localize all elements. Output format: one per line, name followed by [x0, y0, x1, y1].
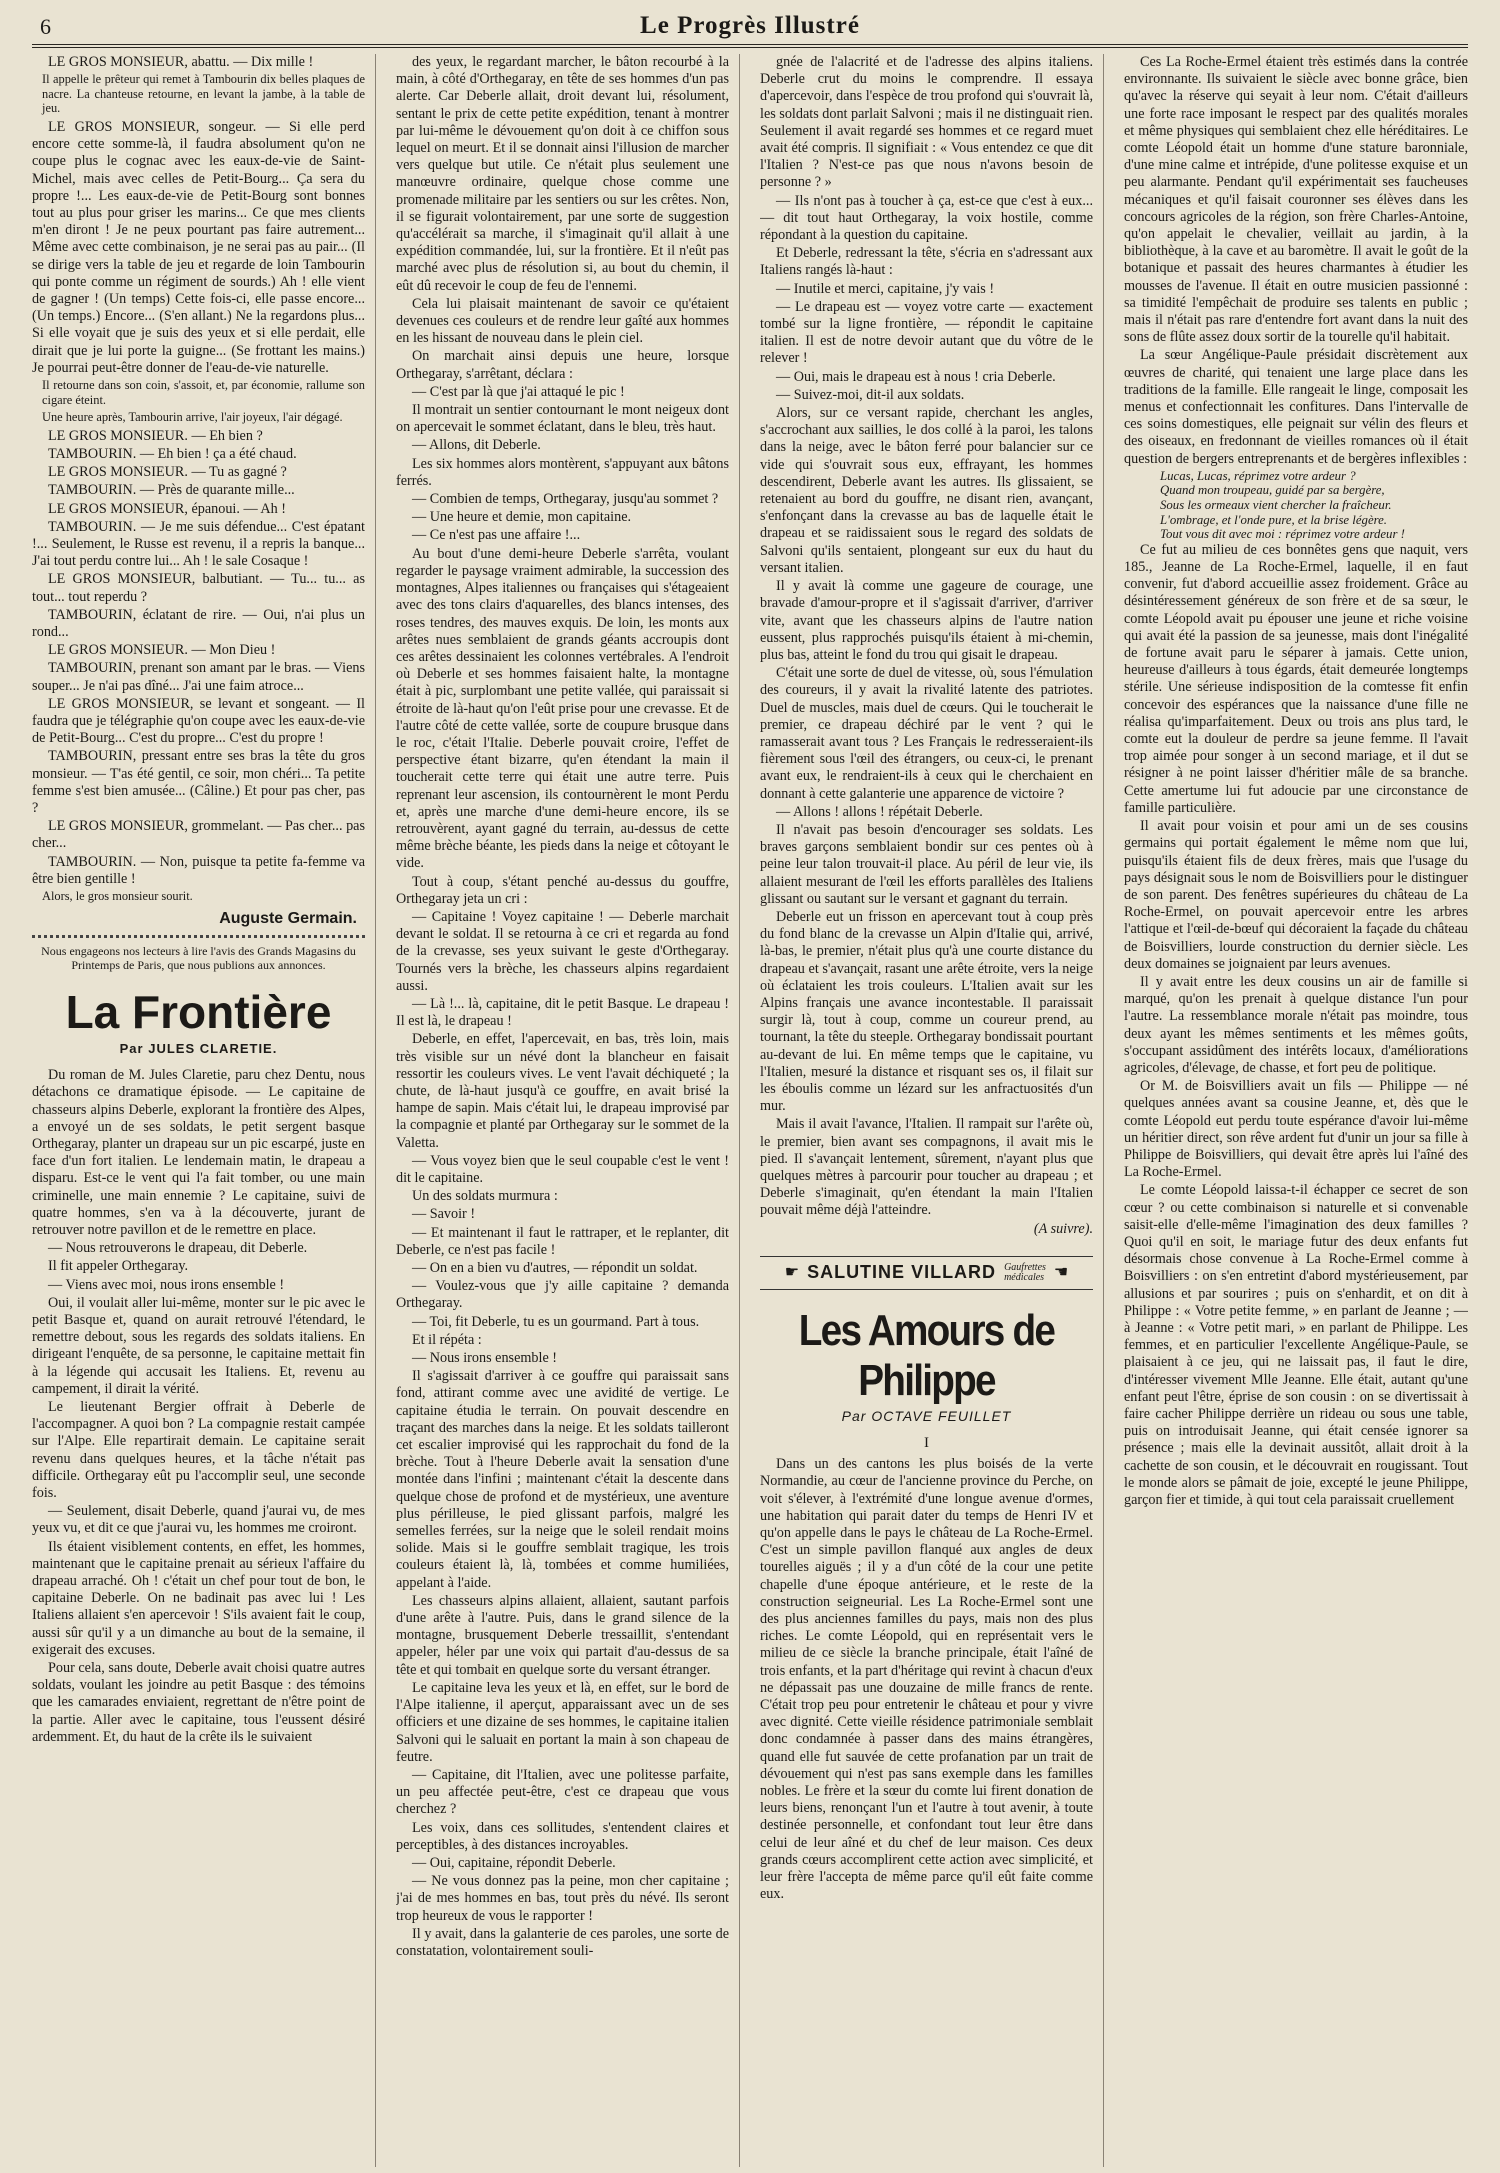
- frontiere-text-middle: [396, 54, 729, 1960]
- paragraph: TAMBOURIN. — Eh bien ! ça a été chaud.: [48, 446, 297, 463]
- paragraph: — Oui, capitaine, répondit Deberle.: [412, 1854, 616, 1871]
- paragraph: — Savoir !: [412, 1206, 476, 1223]
- page-number: 6: [40, 14, 51, 39]
- paragraph: Les six hommes alors montèrent, s'appuyant aux bâtons ferrés.: [396, 455, 729, 489]
- paragraph: des yeux, le regardant marcher, le bâton recourbé à la main, à côté d'Orthegaray, en tête de ses hommes d'un pas alerte. Car Deberle allait, droit devant lui, résolument, sentant le prix de cette petite expédition, tenant à montrer par lui-même le dévouement qu'on doit à ce chiffon sous lequel on meurt. Et il se donnait ainsi l'illusion de marcher vers quelque but utile. Ce n'était plus seulement une manœuvre ordinaire, quelque chose comme une promenade militaire par les sentiers ou sur les crêtes. Non, il se figurait volontairement, par une sorte de suggestion qu'accélérait sa marche, il s'imaginait qu'il allait à une expédition commandée, lui, sur la frontière. Et il n'eût pas marché avec plus de résolution si, au bout du chemin, il eût dû recevoir le coup de feu de l'ennemi.: [396, 54, 729, 294]
- paragraph: — Et maintenant il faut le rattraper, et le replanter, dit Deberle, ce n'est pas facile !: [396, 1224, 729, 1258]
- paragraph: Ces La Roche-Ermel étaient très estimés dans la contrée environnante. Ils suivaient le siècle avec bonne grâce, bien qu'avec la réserve qui seyait à leur nom. C'était d'ailleurs une forte race imposant le respect par des qualités morales et même physiques qui semblaient chez elle héréditaires. Le comte Léopold était un homme d'une stature baronniale, d'une mine calme et intrépide, d'une politesse exquise et un peu alarmante. Pendant qu'il expérimentait ses faucheuses mécaniques et qu'il faisait couronner ses élèves dans les concours agricoles de la région, son frère Charles-Antoine, qu'on appelait le chevalier, veillait au jardin, à la bibliothèque, à la cave et au baromètre. Il avait le goût de la botanique et passait des heures charmantes à étudier les mousses de l'avenue. Il était en outre musicien passionné : sa timidité l'empêchait de produire ses talents en public ; mais il n'était pas rare d'entendre fort avant dans la nuit des sons de flûte assez doux sortir de la tourelle qu'il habitait.: [1124, 54, 1468, 346]
- paragraph: — Vous voyez bien que le seul coupable c'est le vent ! dit le capitaine.: [396, 1152, 729, 1186]
- paragraph: Ils étaient visiblement contents, en effet, les hommes, maintenant que le capitaine prenait au sérieux l'affaire du drapeau arraché. Oh ! c'était un chef pour tout de bon, le capitaine Deberle. On ne badinait pas avec lui ! Les Italiens allaient s'en apercevoir ! S'ils avaient fait le coup, aussi sûr qu'il y a un dimanche au bout de la semaine, il exigerait des excuses.: [32, 1538, 365, 1658]
- paragraph: Il y avait là comme une gageure de courage, une bravade d'amour-propre et il s'agissait d'arriver, d'arriver vite, avant que les chasseurs alpins de l'autre nation eussent, plus rapprochés puisqu'ils étaient à mi-chemin, plus bas, atteint le fond du trou qui gisait le drapeau.: [760, 578, 1093, 663]
- romance-verses: [1124, 469, 1468, 542]
- paragraph: — Seulement, disait Deberle, quand j'aurai vu, de mes yeux vu, et dit ce que j'aurai vu, les hommes me croiront.: [32, 1503, 365, 1537]
- paragraph: Oui, il voulait aller lui-même, monter sur le pic avec le petit Basque et, quand on aurait retrouvé l'étendard, le remettre debout, sous les regards des soldats italiens. En dirigeant l'enquête, de sa personne, le capitaine mettait fin à la légende qui accusait les Italiens. Et, revenu au campement, il dirait la vérité.: [32, 1294, 365, 1397]
- paragraph: — Allons ! allons ! répétait Deberle.: [776, 803, 983, 820]
- paragraph: TAMBOURIN. — Non, puisque ta petite fa-femme va être bien gentille !: [32, 853, 365, 887]
- paragraph: Or M. de Boisvilliers avait un fils — Philippe — né quelques années avant sa cousine Jeanne, et, dès que le comte Léopold eut perdu toute espérance d'avoir lui-même un héritier direct, son rêve ardent fut d'unir un jour sa fille à Philippe de Boisvilliers, qui devait être après lui l'aîné des La Roche-Ermel.: [1124, 1078, 1468, 1181]
- paragraph: Quand mon troupeau, guidé par sa bergère,: [1160, 483, 1385, 498]
- paragraph: LE GROS MONSIEUR. — Tu as gagné ?: [48, 464, 287, 481]
- paragraph: LE GROS MONSIEUR, songeur. — Si elle perd encore cette somme-là, il faudra absolument qu'on ne coupe plus le cognac avec les eaux-de-vie de Saint-Michel, mais avec celles de Petit-Bourg... Ça sera du propre !... Les eaux-de-vie de Petit-Bourg sont bonnes tout au plus pour griser les marins... Ce que mes clients m'en diront ! Je ne peux pourtant pas faire autrement... Même avec cette combinaison, je ne serai pas au pair... (Il se dirige vers la table de jeu et regarde de loin Tambourin qui ponte comme un régiment de sourds.) Ah ! elle vient de gagner ! (Un temps) Cette fois-ci, elle passe encore... (Un temps.) Encore... (S'en allant.) Ne la regardons plus... Si elle voyait que je suis des yeux et si elle perdait, elle dirait que je lui porte la guigne... (Se frottant les mains.) Je pourrai peut-être donner de l'eau-de-vie naturelle.: [32, 118, 365, 376]
- paragraph: Il appelle le prêteur qui remet à Tambourin dix belles plaques de nacre. La chanteuse retourne, en levant la jambe, à la table de jeu.: [42, 72, 365, 116]
- ad-brand: SALUTINE VILLARD: [807, 1262, 997, 1283]
- paragraph: Pour cela, sans doute, Deberle avait choisi quatre autres soldats, voulant les joindre au petit Basque : des témoins que les camarades enviaient, regrettant de n'être point de la partie. Aller avec le capitaine, tous l'eussent désiré ardemment. Et, du haut de la crête ils le suivaient: [32, 1660, 365, 1745]
- paragraph: On marchait ainsi depuis une heure, lorsque Orthegaray, s'arrêtant, déclara :: [396, 348, 729, 382]
- paragraph: — Ce n'est pas une affaire !...: [412, 527, 581, 544]
- paragraph: Il fit appeler Orthegaray.: [48, 1258, 189, 1275]
- novel-text-a: [1124, 54, 1468, 468]
- column-3: [760, 54, 1104, 2167]
- paragraph: — Nous retrouverons le drapeau, dit Deberle.: [48, 1240, 308, 1257]
- paragraph: Ce fut au milieu de ces bonnêtes gens que naquit, vers 185., Jeanne de La Roche-Ermel, laquelle, il en faut convenir, fut d'abord accueillie assez froidement. Grâce au désintéressement généreux de son frère et de sa sœur, le comte Léopold avait pu épouser une jeune et riche voisine qui avait été la passion de sa jeunesse, mais dont l'inégalité de fortune avait paru le séparer à jamais. Cette union, heureuse d'ailleurs à tous égards, était demeurée longtemps stérile. Une sérieuse indisposition de la comtesse fit enfin concevoir des espérances que la naissance d'une fille ne réalisa qu'imparfaitement. Deux ou trois ans plus tard, le comte eut la douleur de perdre sa jeune femme. Il l'avait trop aimée pour songer à un second mariage, et il dut se résigner à ne point laisser d'héritier mâle de sa branche. Cette amertume lui fut adoucie par une circonstance de famille particulière.: [1124, 541, 1468, 816]
- paragraph: — Toi, fit Deberle, tu es un gourmand. Part à tous.: [412, 1313, 700, 1330]
- paragraph: TAMBOURIN. — Je me suis défendue... C'est épatant !... Seulement, le Russe est revenu, il a repris la banque... J'ai tout perdu contre lui... Ah ! le sale Cosaque !: [32, 518, 365, 570]
- paragraph: gnée de l'alacrité et de l'adresse des alpins italiens. Deberle crut du moins le comprendre. Il essaya d'apercevoir, dans l'espèce de trou profond qui s'ouvrait là, les soldats dont parlait Salvoni ; mais il ne distinguait rien. Seulement il avait regardé ses hommes et ce regard muet avait été compris. Il signifiait : « Vous entendez ce que dit l'Italien ? N'est-ce pas que nous n'avons besoin de personne ? »: [760, 54, 1093, 191]
- masthead: [32, 0, 1468, 48]
- paragraph: TAMBOURIN. — Près de quarante mille...: [48, 482, 295, 499]
- paragraph: — Oui, mais le drapeau est à nous ! cria Deberle.: [776, 368, 1056, 385]
- paragraph: Il retourne dans son coin, s'assoit, et, par économie, rallume son cigare éteint.: [42, 378, 365, 407]
- paragraph: — C'est par là que j'ai attaqué le pic !: [412, 383, 625, 400]
- pointing-hand-right-icon: ☚: [1053, 1264, 1069, 1282]
- paragraph: LE GROS MONSIEUR, balbutiant. — Tu... tu... as tout... tout reperdu ?: [32, 571, 365, 605]
- paragraph: TAMBOURIN, prenant son amant par le bras. — Viens souper... Je n'ai pas dîné... J'ai une faim atroce...: [32, 660, 365, 694]
- paragraph: Deberle, en effet, l'apercevait, en bas, très loin, mais très visible sur un névé dont la blancheur en faisait ressortir les couleurs vives. Le vent l'avait déchiqueté ; la chute, de là-haut jusqu'à ce gouffre, en avait brisé la hampe de sapin. Mais c'était lui, le drapeau improvisé par la compagnie et planté par Orthegaray sur le sommet de la Valetta.: [396, 1031, 729, 1151]
- paragraph: — Ils n'ont pas à toucher à ça, est-ce que c'est à eux... — dit tout haut Orthegaray, la voix hostile, comme répondant à la question du capitaine.: [760, 192, 1093, 244]
- paragraph: — Nous irons ensemble !: [412, 1350, 558, 1367]
- ad-tagline: [1004, 1263, 1046, 1283]
- paragraph: Et il répéta :: [412, 1331, 482, 1348]
- newspaper-title: Le Progrès Illustré: [640, 12, 860, 39]
- article-title-frontiere: La Frontière: [65, 985, 332, 1038]
- paragraph: — Inutile et merci, capitaine, j'y vais !: [776, 280, 995, 297]
- paragraph: Il y avait entre les deux cousins un air de famille si marqué, qu'on les prenait à quelque distance l'un pour l'autre. La ressemblance morale n'était pas moindre, tous deux ayant les mêmes sentiments et les mêmes goûts, s'occupant assidûment des intérêts locaux, d'améliorations agricoles, d'élevage, de chasse, et fort peu de politique.: [1124, 973, 1468, 1076]
- paragraph: Le comte Léopold laissa-t-il échapper ce secret de son cœur ? ou cette combinaison si naturelle et si convenable saisit-elle d'elle-même l'imagination des deux familles ? Quoi qu'il en soit, le mariage futur des deux enfants fut désormais chose convenue à La Roche-Ermel comme à Boisvilliers : on s'en entretint d'abord mystérieusement, par allusions et par sourires ; puis on s'enhardit, et on dit à Philippe : « Votre petite femme, » en parlant de Jeanne ; — à Jeanne : « Votre petit mari, » en parlant de Philippe. Les femmes, et en particulier l'excellente Angélique-Paule, se plaisaient à ce jeu, qui ne laissait pas, il faut le dire, d'intéresser vivement Mlle Jeanne. Elle était, autant qu'une enfant peut l'être, éprise de son cousin : on se divertissait à faire cacher Philippe derrière un rideau ou sous une table, puis on introduisait Jeanne, qui était censée ignorer sa présence ; mais elle la devinait aussitôt, allait droit à la cachette de son cousin, et le découvrait en rougissant. Tout le monde alors se pâmait de joie, excepté le jeune Philippe, garçon fier et timide, à qui tout cela paraissait cruellement: [1124, 1182, 1468, 1509]
- paragraph: Alors, sur ce versant rapide, cherchant les angles, s'accrochant aux saillies, le dos collé à la paroi, les talons dans la neige, avec le bâton ferré pour balancier sur ce vide qui s'ouvrait sous eux, effrayant, les hommes descendirent, Deberle avant les autres. Ils glissaient, se retenaient au bord du gouffre, ne disant rien, avançant, s'enfonçant dans la crevasse au bas de laquelle était le drapeau et se raidissaient sous le regard des soldats de Salvoni qu'ils sentaient, plongeant sur eux du haut du versant italien.: [760, 405, 1093, 576]
- to-be-continued: (A suivre).: [1033, 1220, 1093, 1237]
- paragraph: C'était une sorte de duel de vitesse, où, sous l'émulation des coureurs, il y avait la rivalité latente des patriotes. Duel de muscles, mais duel de cœurs. Qui le toucherait le premier, ce drapeau déchiré par le vent ? qui le ramasserait avant tous ? Les Français le redresseraient-ils fièrement sous l'œil des étrangers, ou ceux-ci, le prenant avant eux, le rendraient-ils à ceux qui le cherchaient en donnant à cette galanterie une apparence de victoire ?: [760, 665, 1093, 802]
- paragraph: Et Deberle, redressant la tête, s'écria en s'adressant aux Italiens rangés là-haut :: [760, 245, 1093, 279]
- paragraph: La sœur Angélique-Paule présidait discrètement aux œuvres de charité, qui tenaient une large place dans les traditions de la famille. Elle rangeait le linge, composait les menus et confectionnait les confitures. Dans l'intervalle de ces soins domestiques, elle peignait sur vélin des fleurs et des oiseaux, en fredonnant de vieilles romances où il était question de bergers entreprenants et de bergères inflexibles :: [1124, 347, 1468, 467]
- paragraph: LE GROS MONSIEUR, abattu. — Dix mille !: [48, 54, 314, 70]
- paragraph: TAMBOURIN, pressant entre ses bras la tête du gros monsieur. — T'as été gentil, ce soir, mon chéri... Ta petite femme s'est bien amusée... (Câline.) Et pour pas cher, pas ?: [32, 748, 365, 817]
- paragraph: LE GROS MONSIEUR, épanoui. — Ah !: [48, 500, 287, 517]
- paragraph: Il y avait, dans la galanterie de ces paroles, une sorte de constatation, volontairement souli-: [396, 1925, 729, 1959]
- novel-title: Les Amours de Philippe: [798, 1305, 1055, 1405]
- paragraph: — Capitaine, dit l'Italien, avec une politesse parfaite, un peu affectée peut-être, c'est ce drapeau que vous cherchez ?: [396, 1766, 729, 1818]
- paragraph: Sous les ormeaux vient chercher la fraîcheur.: [1160, 498, 1392, 513]
- column-4: [1124, 54, 1468, 2167]
- paragraph: — Là !... là, capitaine, dit le petit Basque. Le drapeau ! Il est là, le drapeau !: [396, 995, 729, 1030]
- paragraph: LE GROS MONSIEUR, grommelant. — Pas cher... pas cher...: [32, 818, 365, 852]
- chapter-number: I: [924, 1435, 929, 1452]
- paragraph: LE GROS MONSIEUR. — Eh bien ?: [48, 427, 263, 444]
- paragraph: Il avait pour voisin et pour ami un de ses cousins germains qui portait également le même nom que lui, puisqu'ils étaient fils de deux frères, mais que l'usage du pays désignait sous le nom de Boisvilliers pour le distinguer de son parent. Des fenêtres supérieures du château de La Roche-Ermel, on pouvait apercevoir entre les arbres l'attique et l'œil-de-bœuf qui décoraient la façade du château de Boisvilliers, lourde construction du dernier siècle. Les deux domaines se joignaient par leurs avenues.: [1124, 818, 1468, 972]
- paragraph: TAMBOURIN, éclatant de rire. — Oui, n'ai plus un rond...: [32, 606, 365, 641]
- printemps-notice: Nous engageons nos lecteurs à lire l'avis des Grands Magasins du Printemps de Paris, que nous publions aux annonces.: [32, 935, 365, 972]
- play-text: [32, 54, 365, 904]
- paragraph: Il s'agissait d'arriver à ce gouffre qui paraissait sans fond, attirant comme avec une avidité de vertige. Le capitaine étudia le terrain. On pouvait descendre en traçant des marches dans la neige. Et les soldats tailleront cet escalier improvisé qui les rapprochait du fond de la brèche. Tout à l'heure Deberle avait la sensation d'une montée dans l'infini ; maintenant c'était la descente dans quelque chose de profond et de mystérieux, une aventure plus périlleuse, le pied glissant parfois, malgré les semelles ferrées, sur la neige que le soleil rendait moins solide. Mais si le gouffre semblait tragique, les trois couleurs étaient là, là, tombées et comme humiliées, appelant à l'aide.: [396, 1368, 729, 1591]
- columns: [32, 54, 1468, 2167]
- column-1: [32, 54, 376, 2167]
- salutine-ad: [760, 1256, 1093, 1290]
- paragraph: — On en a bien vu d'autres, — répondit un soldat.: [412, 1260, 698, 1277]
- paragraph: Il montrait un sentier contournant le mont neigeux dont on apercevait le sommet éclatant, dans le bleu, très haut.: [396, 402, 729, 436]
- paragraph: Les chasseurs alpins allaient, allaient, sautant parfois d'une arête à l'autre. Puis, dans le grand silence de la montagne, brusquement Deberle tressaillit, s'entendant appeler, héler par une voix qui partait d'au-dessus de sa tête et qui tombait en quelque sorte du versant étranger.: [396, 1592, 729, 1678]
- paragraph: — Le drapeau est — voyez votre carte — exactement tombé sur la ligne frontière, — répondit le capitaine italien. Il est de notre devoir autant que du vôtre de le relever !: [760, 298, 1093, 367]
- paragraph: Du roman de M. Jules Claretie, paru chez Dentu, nous détachons ce dramatique épisode. — Le capitaine de chasseurs alpins Deberle, explorant la frontière des Alpes, a envoyé un de ses soldats, le petit sergent basque Orthegaray, planter un drapeau sur un pic escarpé, juste en face d'un fort italien. Le lendemain matin, le drapeau a disparu. Est-ce le vent qui l'a fait tomber, ou une main criminelle, une main ennemie ? Le capitaine, suivi de quatre hommes, s'en va à la découverte, jurant de retrouver notre pavillon et de le remettre en place.: [32, 1067, 365, 1238]
- paragraph: Tout vous dit avec moi : réprimez votre ardeur !: [1160, 527, 1405, 542]
- paragraph: — Capitaine ! Voyez capitaine ! — Deberle marchait devant le soldat. Il se retourna à ce cri et regarda au fond de la crevasse, ses yeux suivant le geste d'Orthegaray. Tournés vers la brèche, les chasseurs alpins regardaient aussi.: [396, 908, 729, 994]
- byline-feuillet: Par OCTAVE FEUILLET: [841, 1407, 1012, 1424]
- novel-text-start: [760, 1456, 1093, 1903]
- paragraph: L'ombrage, et l'onde pure, et la brise légère.: [1160, 512, 1388, 527]
- paragraph: Un des soldats murmura :: [412, 1188, 558, 1205]
- novel-text-b: [1124, 542, 1468, 1509]
- paragraph: Le capitaine leva les yeux et là, en effet, sur le bord de l'Alpe italienne, il aperçut, apparaissant avec un de ses officiers et une dizaine de ses hommes, le capitaine italien Salvoni qui le saluait en portant la main à son chapeau de feutre.: [396, 1679, 729, 1765]
- paragraph: Lucas, Lucas, réprimez votre ardeur ?: [1160, 468, 1356, 483]
- paragraph: Deberle eut un frisson en apercevant tout à coup près du fond blanc de la crevasse un Alpin d'Italie qui, arrivé, là-bas, le premier, n'était plus qu'à une courte distance du drapeau et s'avançait, rasant une arête étroite, vers la neige où éclataient les trois couleurs. L'Italien avait sur les Alpins français une avance incontestable. Il paraissait surgir là, tout à coup, comme un coureur prend, au tournant, la tête du steeple. Orthegaray bondissait pourtant au-devant de lui. En même temps que le capitaine, vu l'Italien, mesuré la distance et risquant ses os, il filait sur les éboulis comme un lézard sur les anfractuosités d'un mur.: [760, 908, 1093, 1115]
- paragraph: Tout à coup, s'étant penché au-dessus du gouffre, Orthegaray jeta un cri :: [396, 873, 729, 907]
- paragraph: — Voulez-vous que j'y aille capitaine ? demanda Orthegaray.: [396, 1278, 729, 1312]
- paragraph: LE GROS MONSIEUR, se levant et songeant. — Il faudra que je télégraphie qu'on coupe avec les eaux-de-vie de Petit-Bourg... C'est du propre... C'est du propre !: [32, 695, 365, 747]
- signature: Auguste Germain.: [219, 909, 357, 927]
- paragraph: — Suivez-moi, dit-il aux soldats.: [776, 386, 965, 403]
- paragraph: — Allons, dit Deberle.: [412, 437, 541, 454]
- column-2: [396, 54, 740, 2167]
- paragraph: — Ne vous donnez pas la peine, mon cher capitaine ; j'ai de mes hommes en bas, tout près du névé. Ils seront trop heureux de vous le rapporter !: [396, 1873, 729, 1924]
- byline-claretie: Par JULES CLARETIE.: [119, 1040, 278, 1056]
- paragraph: Cela lui plaisait maintenant de savoir ce qu'étaient devenues ces couleurs et de rendre leur gaîté aux hommes en les hissant de nouveau dans le plein ciel.: [396, 295, 729, 347]
- paragraph: Une heure après, Tambourin arrive, l'air joyeux, l'air dégagé.: [42, 410, 343, 425]
- frontiere-text-start: [32, 1067, 365, 1746]
- pointing-hand-left-icon: ☛: [784, 1264, 800, 1282]
- paragraph: Les voix, dans ces sollitudes, s'entendent claires et perceptibles, à des distances incroyables.: [396, 1819, 729, 1853]
- paragraph: — Une heure et demie, mon capitaine.: [412, 509, 632, 526]
- paragraph: Il n'avait pas besoin d'encourager ses soldats. Les braves garçons semblaient bondir sur ces pentes où à peine leur talon trouvait-il place. Au péril de leur vie, ils allaient mesurant de l'œil les efforts parallèles des Italiens glissant ou sautant sur le versant et gagnant du terrain.: [760, 821, 1093, 907]
- paragraph: Mais il avait l'avance, l'Italien. Il rampait sur l'arête où, le premier, bien avant ses compagnons, il avait mis le pied. Il s'avançait lentement, sûrement, n'ayant plus que quelques mètres à parcourir pour toucher au drapeau ; et Deberle s'imaginait, qu'en étendant la main l'Italien pouvait même déjà l'atteindre.: [760, 1116, 1093, 1219]
- paragraph: Dans un des cantons les plus boisés de la verte Normandie, au cœur de l'ancienne province du Perche, on voit s'élever, à l'extrémité d'une longue avenue d'ormes, une habitation qui parait dater du temps de Henri IV et qu'on appelle dans le pays le château de La Roche-Ermel. C'est un simple pavillon flanqué aux angles de deux tourelles aiguës ; il y a d'un côté de la cour une petite chapelle d'une époque antérieure, et le reste de la construction seigneurial. Les La Roche-Ermel sont une des plus anciennes familles du pays, mais non des plus riches. Le comte Léopold, qui en représentait vers le milieu de ce siècle la branche principale, était l'aîné de trois enfants, et la part d'héritage qui revint à chacun d'eux ne dépassait pas une douzaine de mille francs de rente. C'était trop peu pour entretenir le château et pour y vivre avec dignité. Cette vieille résidence patrimoniale semblait donc condamnée à passer dans des mains étrangères, quand elle fut sauvée de cette profanation par un trait de dévouement qui n'est pas sans exemple dans les familles nobles. Le frère et la sœur du comte lui firent donation de leurs biens, renonçant l'un et l'autre à tout avenir, à toute destinée personnelle, et confondant tout leur être dans celui de leur aîné et du chef de leur maison. Ces deux grands cœurs accomplirent cette action avec simplicité, et leur frère l'accepta de même parce qu'il eût faite comme eux.: [760, 1456, 1093, 1903]
- paragraph: — Combien de temps, Orthegaray, jusqu'au sommet ?: [412, 491, 719, 508]
- ad-tag-line1: Gaufrettes: [1004, 1261, 1046, 1273]
- paragraph: Au bout d'une demi-heure Deberle s'arrêta, voulant regarder le paysage vraiment admirable, la succession des montagnes, Alpes italiennes ou françaises qui s'étageaient avec des tons clairs d'aquarelles, des blancs intenses, des roses tendres, des mauves exquis. De loin, les monts aux arêtes nues semblaient de grands géants accroupis dont ces arêtes dessinaient les colonnes vertébrales. A l'endroit où Deberle et ses hommes faisaient halte, la montagne était à pic, surplombant une petite vallée, qui paraissait si étroite de là-haut qu'on l'eût prise pour une crevasse. Et de l'autre côté de cette vallée, sorte de coupure brusque dans le roc, c'était l'Italie. Deberle pouvait croire, l'effet de perspective étant bizarre, qu'en étendant la main il toucherait cette terre qui était une autre terre. Puis reprenant leur ascension, ils contournèrent le mont Perdu et, après une marche d'une demi-heure encore, ils se retrouvèrent, ayant gagné du terrain, au-dessus de cette même brèche béante, les pieds dans la neige et côtoyant le vide.: [396, 545, 729, 872]
- frontiere-text-end: [760, 54, 1093, 1220]
- paragraph: LE GROS MONSIEUR. — Mon Dieu !: [48, 642, 276, 659]
- paragraph: Le lieutenant Bergier offrait à Deberle de l'accompagner. A quoi bon ? La compagnie restait campée sur l'Alpe. Elle repartirait demain. Le capitaine serait revenu dans quelques heures, et la tâche n'était pas difficile. Orthegaray eût pu l'accomplir seul, une seconde fois.: [32, 1398, 365, 1501]
- ad-tag-line2: médicales: [1004, 1271, 1045, 1283]
- paragraph: — Viens avec moi, nous irons ensemble !: [48, 1276, 285, 1293]
- paragraph: Alors, le gros monsieur sourit.: [42, 889, 193, 904]
